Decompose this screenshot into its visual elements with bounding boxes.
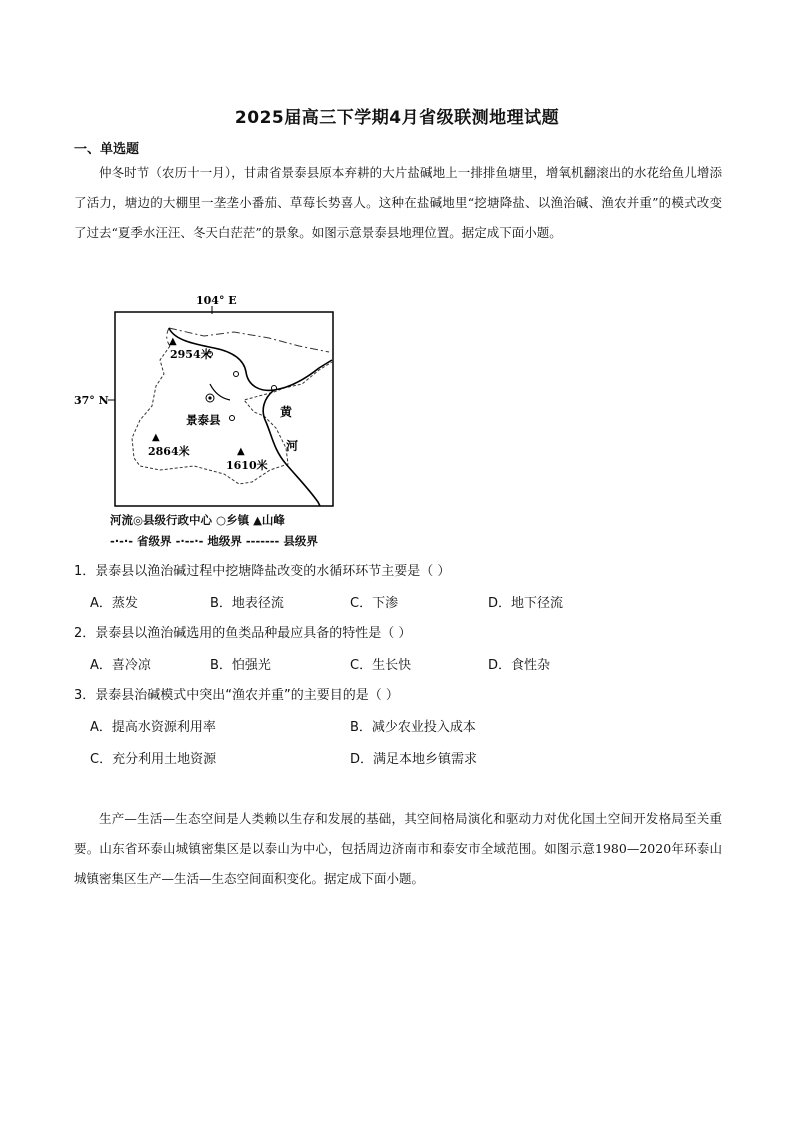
peak-2-icon: ▲	[152, 432, 160, 443]
question-1-option-d[interactable]: D．地下径流	[488, 596, 564, 611]
map-latitude-label: 37° N	[74, 394, 109, 407]
map-legend-line-2: -·-·- 省级界 -·--·- 地级界 ------- 县级界	[110, 534, 318, 548]
passage-2: 生产—生活—生态空间是人类赖以生存和发展的基础，其空间格局演化和驱动力对优化国土空间开发格局至关重要。山东省环泰山城镇密集区是以泰山为中心，包括周边济南市和泰安市全域范围。如图示意1980—2020年环泰山城镇密集区生产—生活—生态空间面积变化。据定成下面小题。	[74, 811, 722, 886]
question-3-option-b[interactable]: B．减少农业投入成本	[350, 720, 476, 735]
question-3-option-a[interactable]: A．提高水资源利用率	[90, 720, 216, 735]
town-icon	[230, 416, 235, 421]
passage-1: 仲冬时节（农历十一月），甘肃省景泰县原本弃耕的大片盐碱地上一排排鱼塘里，增氧机翻滚出的水花给鱼儿增添了活力，塘边的大棚里一垄垄小番茄、草莓长势喜人。这种在盐碱地里“挖塘降盐、以渔治碱、渔农并重”的模式改变了过去“夏季水汪汪、冬天白茫茫”的景象。如图示意景泰县地理位置。据定成下面小题。	[74, 165, 722, 240]
question-3-option-c[interactable]: C．充分利用土地资源	[90, 752, 217, 767]
question-1-option-b[interactable]: B．地表径流	[210, 596, 284, 611]
map-longitude-label: 104° E	[196, 294, 237, 307]
peak-2-label: 2864米	[148, 445, 190, 458]
question-2-option-a[interactable]: A．喜冷凉	[90, 658, 151, 673]
river-label-1: 黄	[280, 405, 293, 419]
map-legend-line-1: 河流◎县级行政中心 ○乡镇 ▲山峰	[110, 513, 285, 527]
question-2-option-b[interactable]: B．怕强光	[210, 658, 271, 673]
question-3: 3．景泰县治碱模式中突出“渔农并重”的主要目的是（ ）	[74, 688, 399, 703]
location-map	[74, 288, 374, 548]
town-icon	[234, 372, 239, 377]
peak-3-label: 1610米	[226, 459, 268, 472]
river-label-2: 河	[286, 439, 299, 453]
question-1: 1．景泰县以渔治碱过程中挖塘降盐改变的水循环环节主要是（ ）	[74, 564, 451, 579]
question-1-option-a[interactable]: A．蒸发	[90, 596, 138, 611]
county-label: 景泰县	[186, 413, 221, 427]
section-heading: 一、单选题	[74, 142, 140, 157]
page-title: 2025届高三下学期4月省级联测地理试题	[234, 108, 560, 128]
peak-1-icon: ▲	[169, 336, 177, 347]
question-1-option-c[interactable]: C．下渗	[350, 596, 399, 611]
river-branch	[210, 384, 230, 400]
peak-1-label: 2954米	[170, 348, 212, 361]
question-2-option-c[interactable]: C．生长快	[350, 658, 412, 673]
map-frame	[115, 312, 333, 506]
peak-3-icon: ▲	[237, 446, 245, 457]
question-3-option-d[interactable]: D．满足本地乡镇需求	[350, 752, 478, 767]
question-2: 2．景泰县以渔治碱选用的鱼类品种最应具备的特性是（ ）	[74, 626, 412, 641]
question-2-option-d[interactable]: D．食性杂	[488, 658, 551, 673]
